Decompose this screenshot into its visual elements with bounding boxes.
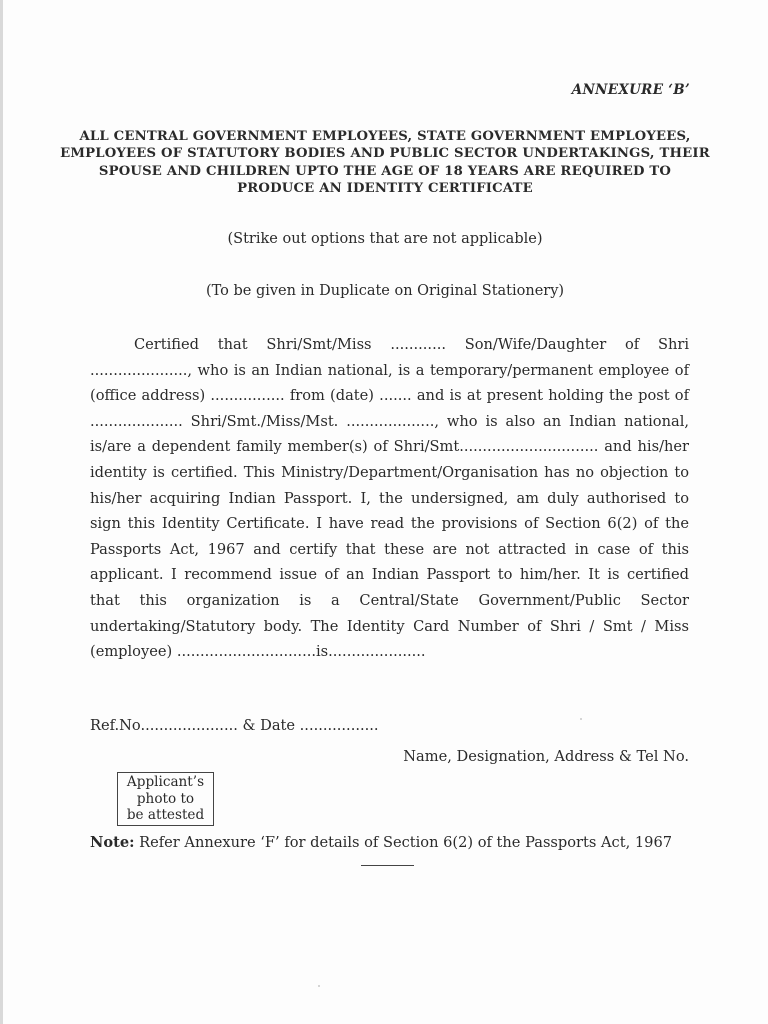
certificate-text: Certified that Shri/Smt/Miss ............ Son/Wife/Daughter of Shri ....................., who is an Indian national, is a temporary/permanent employee of (office address) ................ from (date) ....... and is at present holding the post of .................... Shri/Smt./Miss/Mst. ..................., who is also an Indian national, is/are a dependent family member(s) of Shri/Smt.............................. and his/her identity is certified. This Ministry/Department/Organisation has no objection to his/her acquiring Indian Passport. I, the undersigned, am duly authorised to sign this Identity Certificate. I have read the provisions of Section 6(2) of the Passports Act, 1967 and certify that these are not attracted in case of this applicant. I recommend issue of an Indian Passport to him/her. It is certified that this organization is a Central/State Government/Public Sector undertaking/Statutory body. The Identity Card Number of Shri / Smt / Miss (employee) ..............................is..................... xyxy=(90,336,689,661)
photo-box xyxy=(117,772,214,826)
scan-speck xyxy=(580,718,582,720)
signatory-line: Name, Designation, Address & Tel No. xyxy=(403,748,689,765)
strike-out-instruction: (Strike out options that are not applicable) xyxy=(227,231,543,247)
photo-box-line: be attested xyxy=(126,807,205,824)
photo-box-line: Applicant’s xyxy=(126,774,205,790)
scan-speck xyxy=(318,985,320,987)
note-label: Note: xyxy=(90,834,135,851)
duplicate-instruction: (To be given in Duplicate on Original Stationery) xyxy=(205,283,565,299)
annexure-label: ANNEXURE ‘B’ xyxy=(571,82,690,98)
page-edge xyxy=(0,0,3,1024)
document-title: ALL CENTRAL GOVERNMENT EMPLOYEES, STATE GOVERNMENT EMPLOYEES, EMPLOYEES OF STATUTORY BODIES AND PUBLIC SECTOR UNDERTAKINGS, THEIR SPOUSE AND CHILDREN UPTO THE AGE OF 18 YEARS ARE REQUIRED TO PRODUCE AN IDENTITY CERTIFICATE xyxy=(60,129,710,197)
reference-line: Ref.No..................... & Date ................. xyxy=(90,717,379,734)
certificate-body xyxy=(90,332,689,665)
end-divider xyxy=(361,865,414,866)
photo-box-line: photo to xyxy=(136,790,195,807)
note-text: Refer Annexure ‘F’ for details of Section 6(2) of the Passports Act, 1967 xyxy=(134,834,673,851)
note xyxy=(90,834,672,851)
